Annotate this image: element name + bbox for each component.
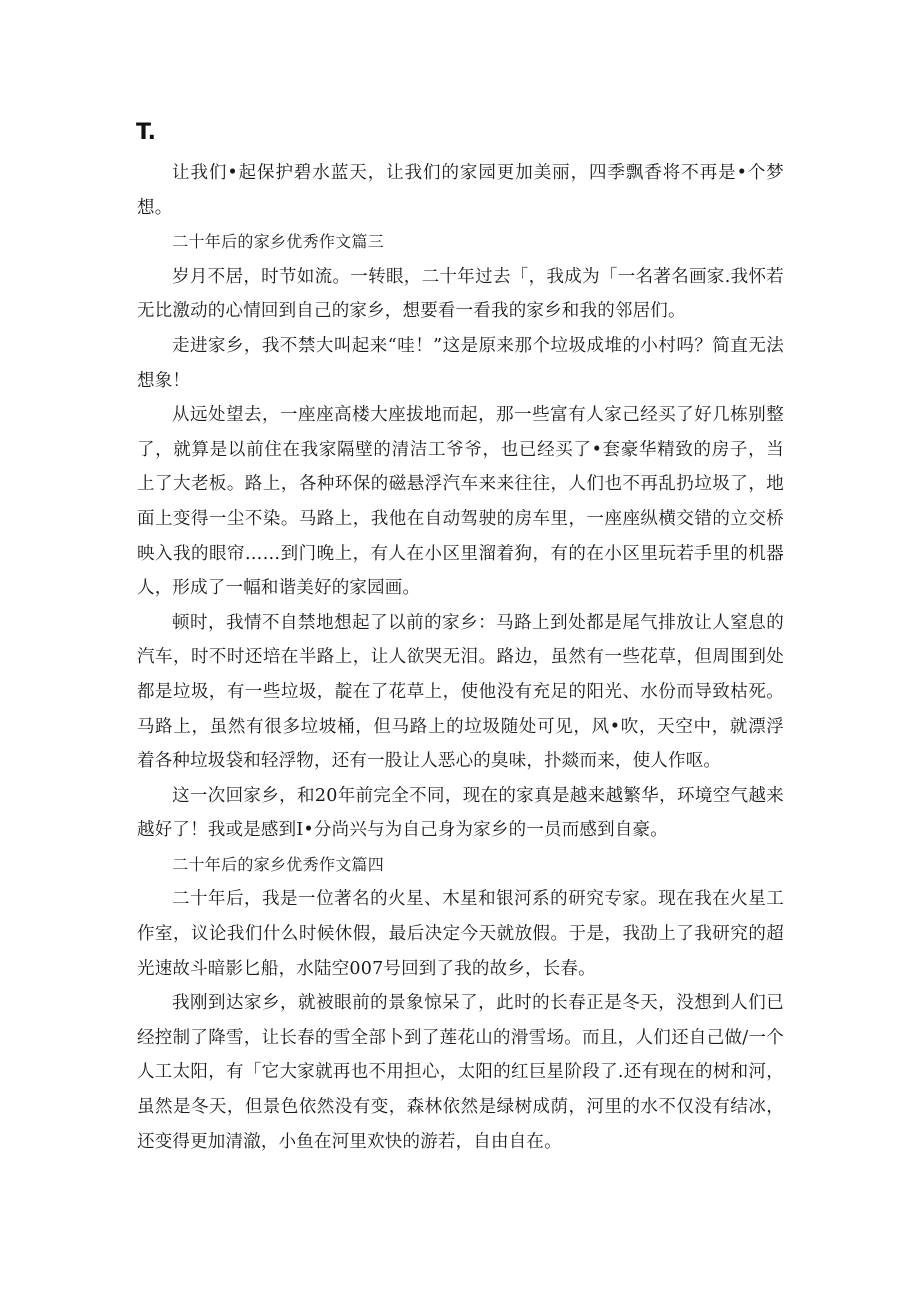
page-marker: T. bbox=[136, 120, 157, 145]
section4-paragraph-2: 我刚到达家乡，就被眼前的景象惊呆了，此时的长春正是冬天，没想到人们已经控制了降雪，让长春的雪全部卜到了莲花山的滑雪场。而且，人们还自己做/一个人工太阳，有「它大家就再也不用担心，太阳的红巨星阶段了.还有现在的树和河，虽然是冬天，但景色依然没有变，森林依然是绿树成荫，河里的水不仅没有结冰，还变得更加清澈，小鱼在河里欢快的游若，自由自在。 bbox=[137, 993, 784, 1152]
section3-paragraph-1: 岁月不居，时节如流。一转眼，二十年过去「，我成为「一名著名画家.我怀若无比激动的心情回到自己的家乡，想要看一看我的家乡和我的邻居们。 bbox=[137, 266, 784, 322]
section4-paragraph-1: 二十年后，我是一位著名的火星、木星和银河系的研究专家。现在我在火星工作室，议论我们什么时候休假，最后决定今天就放假。于是，我劭上了我研究的超光速故斗暗影匕船，水陆空007号回到了我的故乡，长春。 bbox=[137, 889, 784, 979]
section3-paragraph-4: 顿时，我情不自禁地想起了以前的家乡：马路上到处都是尾气排放让人窒息的汽车，时不时还培在半路上，让人欲哭无泪。路边，虽然有一些花草，但周围到处都是垃圾，有一些垃圾，靛在了花草上，使他没有充足的阳光、水份而导致枯死。马路上，虽然有很多垃坡桶，但马路上的垃圾随处可见，风•吹，天空中，就漂浮着各种垃圾袋和轻浮物，还有一股让人恶心的臭味，扑燚而来，使人作呕。 bbox=[137, 612, 784, 772]
section3-paragraph-3: 从远处望去，一座座高楼大座拔地而起，那一些富有人家己经买了好几栋别整了，就算是以前住在我家隔壁的清洁工爷爷，也已经买了•套豪华精致的房子，当上了大老板。路上，各种环保的磁悬浮汽车来来往往，人们也不再乱扔垃圾了，地面上变得一尘不染。马路上，我他在自动驾驶的房车里，一座座纵横交错的立交桥映入我的眼帘……到门晚上，有人在小区里溜着狗，有的在小区里玩若手里的机器人，形成了一幅和谐美好的家园画。 bbox=[137, 405, 784, 599]
paragraph-closing-previous: 让我们•起保护碧水蓝天，让我们的家园更加美丽，四季飘香将不再是•个梦想。 bbox=[137, 163, 784, 218]
section3-paragraph-5: 这一次回家乡，和20年前完全不同，现在的家真是越来越繁华，环境空气越来越好了！我或是感到I•分尚兴与为自己身为家乡的一员而感到自豪。 bbox=[137, 785, 784, 841]
section-title-3: 二十年后的家乡优秀作文篇三 bbox=[172, 232, 385, 252]
section3-paragraph-2: 走进家乡，我不禁大叫起来“哇！”这是原来那个垃圾成堆的小村吗？简直无法想象！ bbox=[137, 335, 784, 391]
document-body bbox=[137, 156, 784, 1159]
section-title-4: 二十年后的家乡优秀作文篇四 bbox=[172, 854, 385, 874]
